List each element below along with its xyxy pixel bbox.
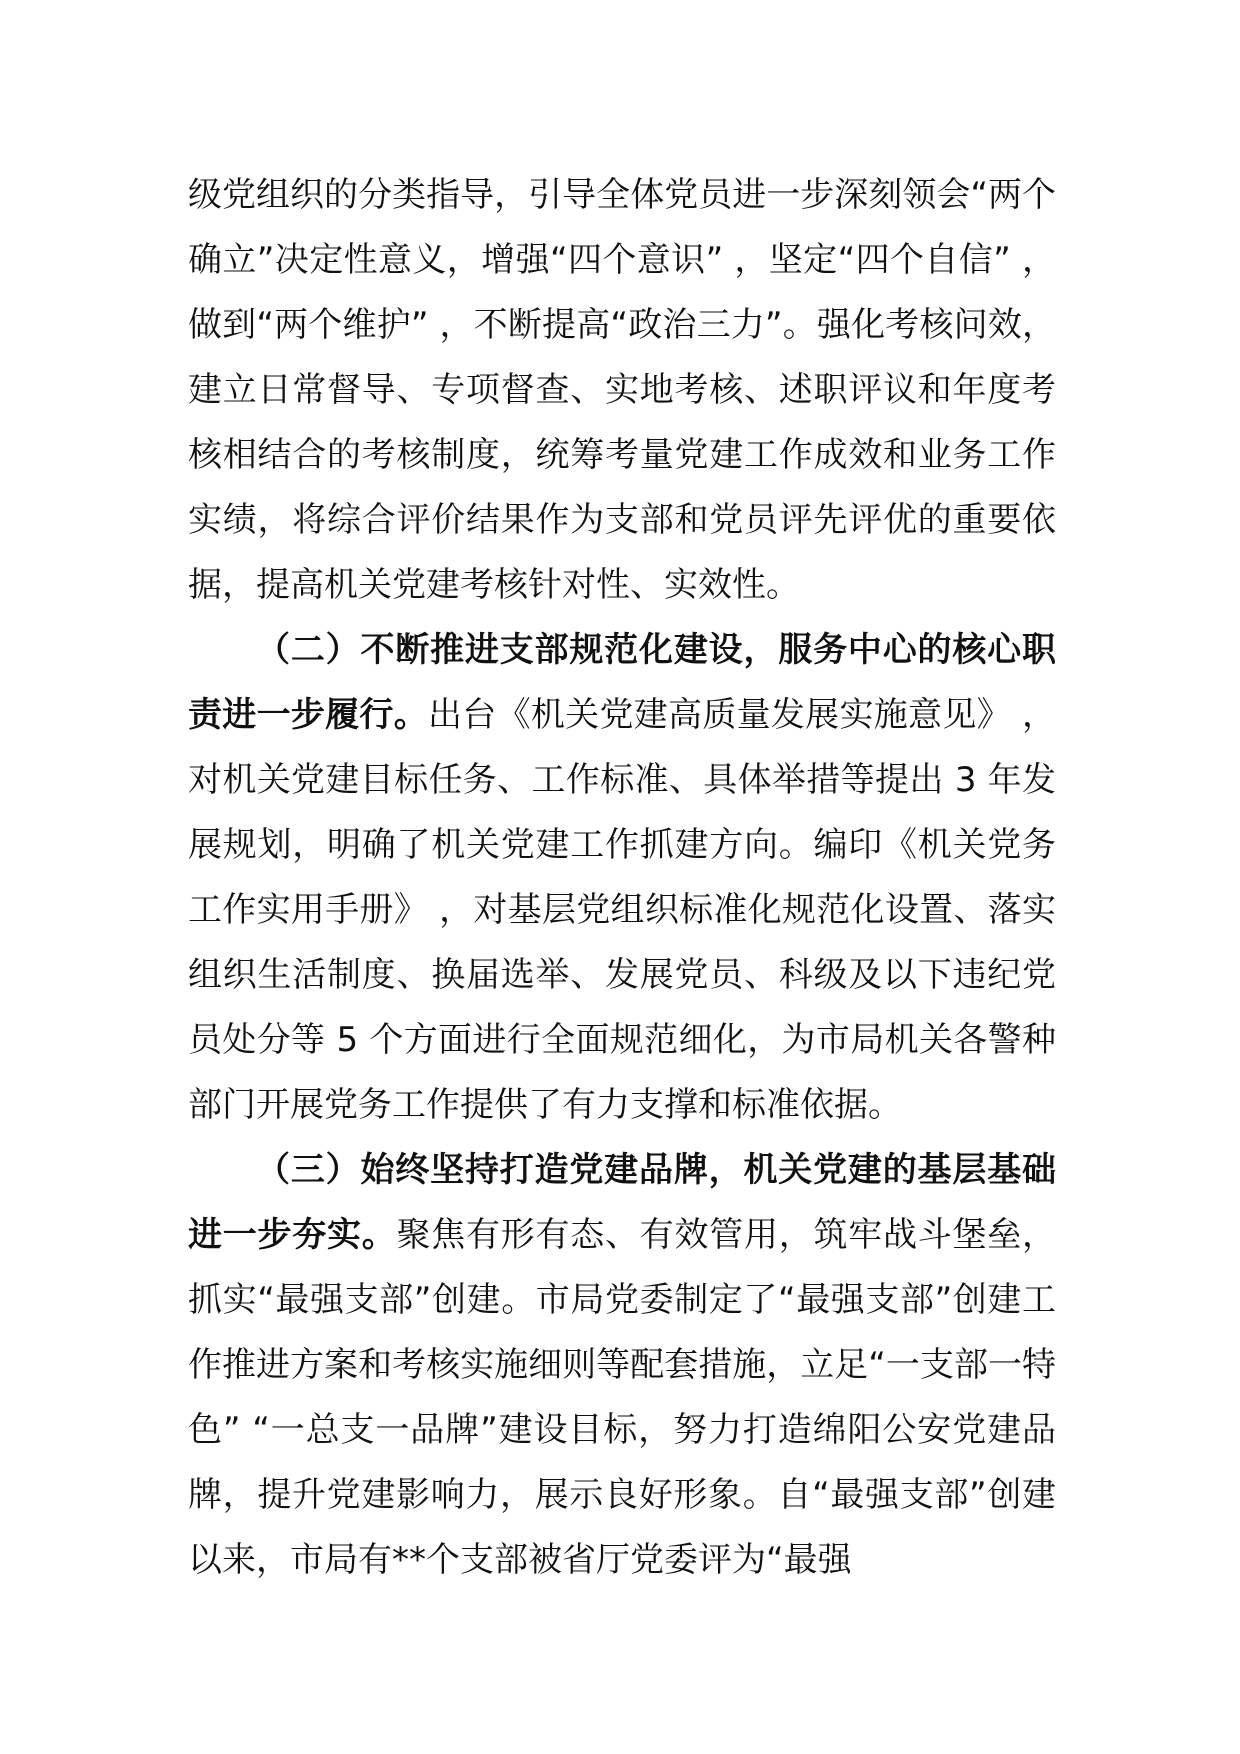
section-heading-two: （二）不断推进支部规范化建设，服务中心的核心职责进一步履行。 (188, 630, 1056, 735)
paragraph-text: 级党组织的分类指导，引导全体党员进一步深刻领会“两个确立”决定性意义，增强“四个意识” ，坚定“四个自信” ，做到“两个维护” ，不断提高“政治三力”。强化考核问效，建立日常督导、专项督查、实地考核、述职评议和年度考核相结合的考核制度，统筹考量党建工作成效和业务工作实绩，将综合评价结果作为支部和党员评先评优的重要依据，提高机关党建考核针对性、实效性。 (188, 175, 1056, 605)
paragraph-text: 聚焦有形有态、有效管用，筑牢战斗堡垒，抓实“最强支部”创建。市局党委制定了“最强支部”创建工作推进方案和考核实施细则等配套措施，立足“一支部一特色” “一总支一品牌”建设目标，努力打造绵阳公安党建品牌，提升党建影响力，展示良好形象。自“最强支部”创建以来，市局有**个支部被省厅党委评为“最强 (188, 1215, 1056, 1580)
paragraph-text: 出台《机关党建高质量发展实施意见》 ，对机关党建目标任务、工作标准、具体举措等提出 3 年发展规划，明确了机关党建工作抓建方向。编印《机关党务工作实用手册》 ，对基层党组织标准化规范化设置、落实组织生活制度、换届选举、发展党员、科级及以下违纪党员处分等 5 个方面进行全面规范细化，为市局机关各警种部门开展党务工作提供了有力支撑和标准依据。 (188, 695, 1056, 1125)
paragraph-section-three (188, 1138, 1056, 1593)
paragraph-section-two (188, 618, 1056, 1138)
paragraph-continuation (188, 163, 1056, 618)
section-heading-three: （三）始终坚持打造党建品牌，机关党建的基层基础进一步夯实。 (188, 1150, 1056, 1255)
document-body (188, 163, 1056, 1593)
